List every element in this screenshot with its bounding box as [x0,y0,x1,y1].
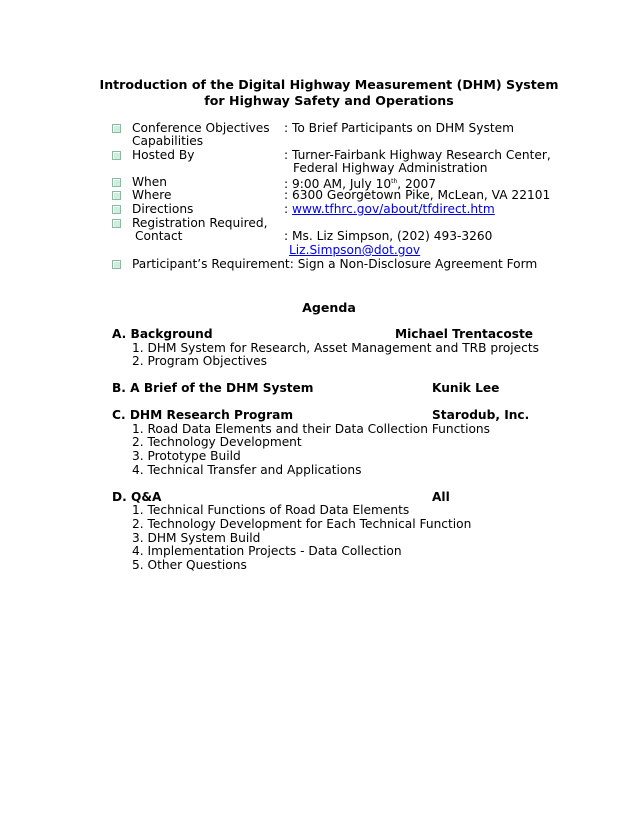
section-title: C. DHM Research Program [112,408,294,422]
agenda-item: 3. Prototype Build [132,449,241,463]
info-label: Directions [132,202,194,216]
info-label: Conference Objectives [132,121,270,135]
agenda-item: 1. Road Data Elements and their Data Collection Functions [132,422,491,436]
contact-value: : Ms. Liz Simpson, (202) 493-3260 [284,229,493,243]
agenda-item: 2. Technology Development [132,435,302,449]
info-value: : 6300 Georgetown Pike, McLean, VA 22101 [284,188,551,202]
agenda-section-heading [112,327,534,341]
bullet-icon [112,191,121,200]
bullet-icon [112,178,121,187]
title-line-1: Introduction of the Digital Highway Measurement (DHM) System [99,77,559,92]
when-year: , 2007 [397,177,437,192]
bullet-icon [112,151,121,160]
when-date-suffix: th [391,178,398,185]
agenda-item: 5. Other Questions [132,558,247,572]
title-line-2: for Highway Safety and Operations [204,93,454,108]
info-label: Hosted By [132,148,195,162]
info-value: : To Brief Participants on DHM System [284,121,515,135]
info-text: Participant’s Requirement: Sign a Non-Disclosure Agreement Form [132,257,538,271]
agenda-section-heading [112,408,530,422]
info-label: Registration Required, [132,216,268,230]
agenda-item: 1. DHM System for Research, Asset Management and TRB projects [132,341,539,355]
info-value-continuation: Federal Highway Administration [293,161,488,175]
agenda-section-heading [112,381,516,395]
agenda-item: 3. DHM System Build [132,531,261,545]
agenda-section-heading [112,490,516,504]
section-presenter: Michael Trentacoste [395,327,534,341]
agenda-item: 4. Technical Transfer and Applications [132,463,362,477]
bullet-icon [112,260,121,269]
contact-email-link[interactable]: Liz.Simpson@dot.gov [289,243,421,257]
section-presenter: All [432,490,450,504]
info-value: : Turner-Fairbank Highway Research Center, [284,148,551,162]
agenda-item: 1. Technical Functions of Road Data Elements [132,503,410,517]
section-title: A. Background [112,327,213,341]
section-presenter: Starodub, Inc. [432,408,530,422]
bullet-icon [112,219,121,228]
info-label: When [132,175,167,189]
bullet-icon [112,205,121,214]
directions-link[interactable]: www.tfhrc.gov/about/tfdirect.htm [291,202,495,216]
directions-prefix: : [284,202,292,216]
info-value [284,202,495,216]
agenda-item: 4. Implementation Projects - Data Collection [132,544,402,558]
section-title: B. A Brief of the DHM System [112,381,314,395]
agenda-item: 2. Program Objectives [132,354,267,368]
agenda-title: Agenda [302,300,356,315]
section-title: D. Q&A [112,490,162,504]
agenda-item: 2. Technology Development for Each Technical Function [132,517,472,531]
when-date: : 9:00 AM, July 10 [284,177,392,192]
info-label: Where [132,188,172,202]
info-label-continuation: Capabilities [132,134,204,148]
page-title [40,77,618,109]
section-presenter: Kunik Lee [432,381,500,395]
bullet-icon [112,124,121,133]
info-label-continuation: Contact [135,229,183,243]
